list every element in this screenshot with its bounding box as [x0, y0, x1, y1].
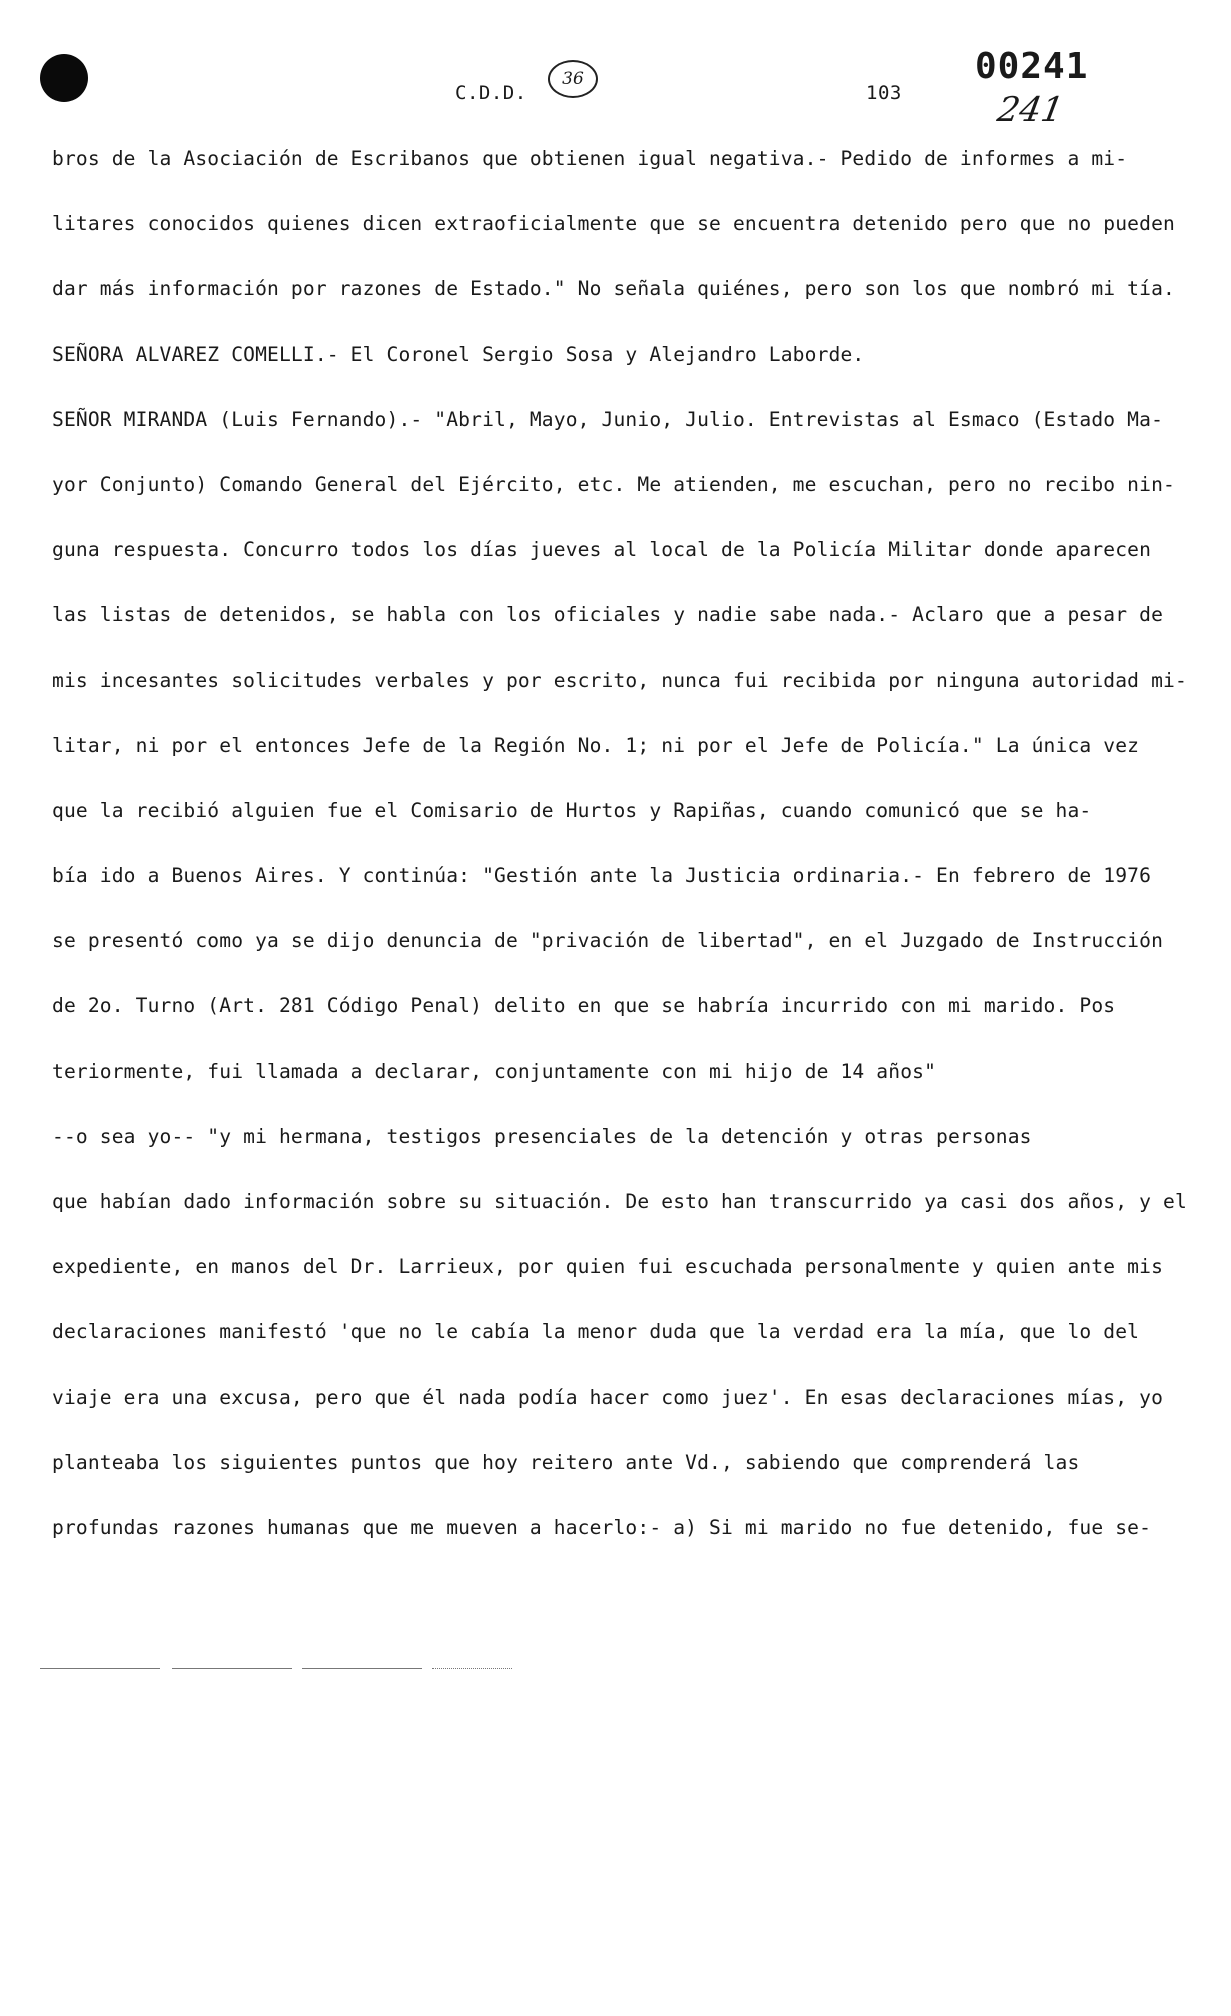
circled-number-stamp: 36	[548, 60, 598, 98]
text-line: de 2o. Turno (Art. 281 Código Penal) delito en que se habría incurrido con mi marido. Pos	[52, 994, 1116, 1018]
text-line: declaraciones manifestó 'que no le cabía la menor duda que la verdad era la mía, que lo del	[52, 1320, 1140, 1344]
punch-hole	[40, 54, 88, 102]
text-line: mis incesantes solicitudes verbales y por escrito, nunca fui recibida por ninguna autoridad mi-	[52, 668, 1187, 692]
text-line: dar más información por razones de Estado." No señala quiénes, pero son los que nombró mi tía.	[52, 277, 1175, 301]
text-line: se presentó como ya se dijo denuncia de "privación de libertad", en el Juzgado de Instrucción	[52, 929, 1164, 953]
text-line: que habían dado información sobre su situación. De esto han transcurrido ya casi dos años, y el	[52, 1190, 1187, 1213]
text-line: teriormente, fui llamada a declarar, conjuntamente con mi hijo de 14 años"	[52, 1059, 937, 1083]
document-body	[52, 144, 1187, 1578]
text-line: bros de la Asociación de Escribanos que obtienen igual negativa.- Pedido de informes a mi-	[52, 147, 1128, 170]
text-line: viaje era una excusa, pero que él nada podía hacer como juez'. En esas declaraciones mías, yo	[52, 1385, 1164, 1409]
text-line: --o sea yo-- "y mi hermana, testigos presenciales de la detención y otras personas	[52, 1124, 1032, 1148]
header-cdd: C.D.D.	[455, 82, 527, 104]
footer-rule	[432, 1668, 512, 1669]
folio-number: 00241	[975, 46, 1089, 87]
text-line: expediente, en manos del Dr. Larrieux, por quien fui escuchada personalmente y quien ante mis	[52, 1255, 1164, 1279]
footer-rule	[302, 1668, 422, 1669]
footer-rule	[172, 1668, 292, 1669]
text-line: litares conocidos quienes dicen extraoficialmente que se encuentra detenido pero que no pueden	[52, 212, 1175, 236]
text-line: planteaba los siguientes puntos que hoy reitero ante Vd., sabiendo que comprenderá las	[52, 1450, 1080, 1474]
text-line: yor Conjunto) Comando General del Ejército, etc. Me atienden, me escuchan, pero no recibo nin-	[52, 472, 1175, 496]
text-line: SEÑORA ALVAREZ COMELLI.- El Coronel Sergio Sosa y Alejandro Laborde.	[52, 342, 865, 366]
text-line: guna respuesta. Concurro todos los días jueves al local de la Policía Militar donde aparecen	[52, 538, 1152, 562]
handwritten-folio: 241	[994, 90, 1067, 130]
text-line: las listas de detenidos, se habla con los oficiales y nadie sabe nada.- Aclaro que a pesar de	[52, 603, 1164, 627]
text-line: SEÑOR MIRANDA (Luis Fernando).- "Abril, Mayo, Junio, Julio. Entrevistas al Esmaco (Estado Ma-	[52, 407, 1164, 431]
text-line: que la recibió alguien fue el Comisario de Hurtos y Rapiñas, cuando comunicó que se ha-	[52, 798, 1092, 822]
text-line: bía ido a Buenos Aires. Y continúa: "Gestión ante la Justicia ordinaria.- En febrero de 1976	[52, 864, 1152, 888]
text-line: profundas razones humanas que me mueven a hacerlo:- a) Si mi marido no fue detenido, fue se-	[52, 1515, 1152, 1539]
text-line: litar, ni por el entonces Jefe de la Región No. 1; ni por el Jefe de Policía." La única vez	[52, 733, 1140, 757]
page-number: 103	[866, 82, 902, 104]
footer-rule	[40, 1668, 160, 1669]
